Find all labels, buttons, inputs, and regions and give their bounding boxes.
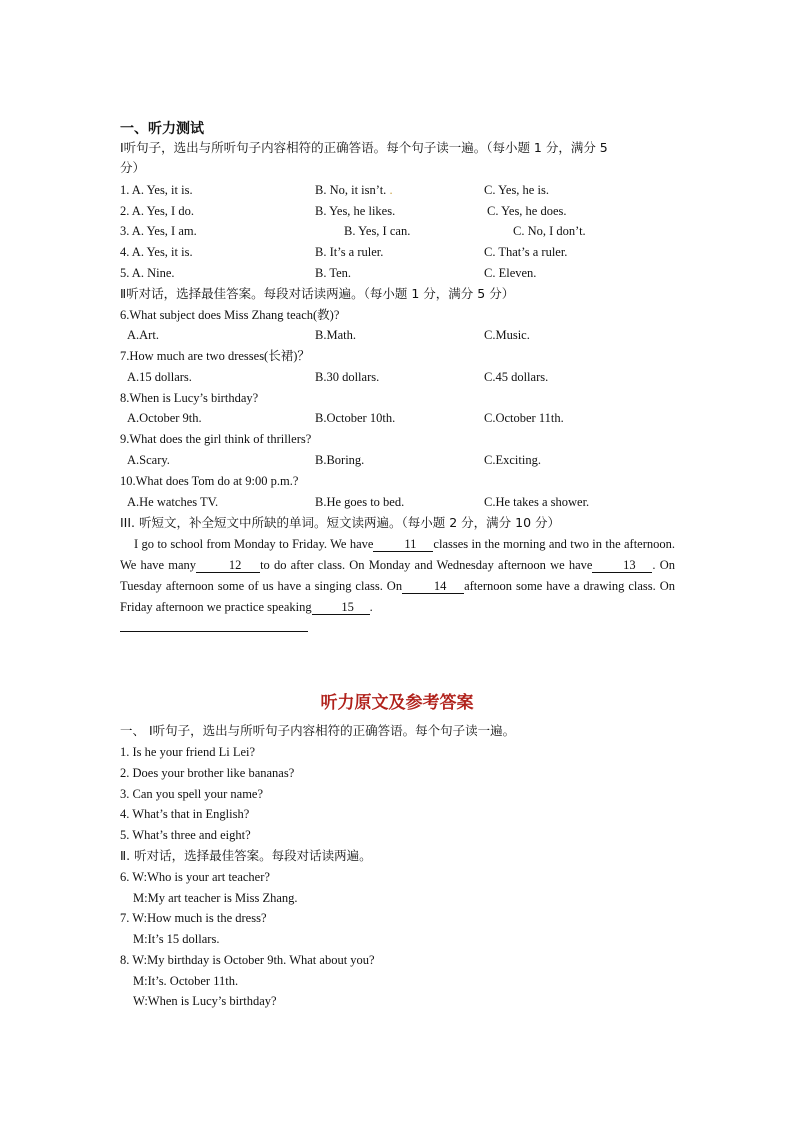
dialogue-7-line-2: M:It’s 15 dollars. <box>133 932 220 946</box>
part1-instruction-cont: 分） <box>120 160 146 175</box>
option-a: 5. A. Nine. <box>120 266 175 280</box>
transcript-sentence-5: 5. What’s three and eight? <box>120 828 251 842</box>
option-a: A.Art. <box>127 328 159 342</box>
option-a: 3. A. Yes, I am. <box>120 224 197 238</box>
question-stem: 8.When is Lucy’s birthday? <box>120 391 259 405</box>
option-c: C.Music. <box>484 328 530 342</box>
dialogue-6-line-1: 6. W:Who is your art teacher? <box>120 870 270 884</box>
option-a: 2. A. Yes, I do. <box>120 204 194 218</box>
option-b: B.October 10th. <box>315 411 396 425</box>
part1-instruction: Ⅰ听句子，选出与所听句子内容相符的正确答语。每个句子读一遍。（每小题 1 分，满分 5 <box>120 140 608 155</box>
separator-line <box>120 631 308 632</box>
option-c: C. Yes, he does. <box>487 204 567 218</box>
option-b: B. Yes, I can. <box>344 224 411 238</box>
option-c: C. No, I don’t. <box>513 224 586 238</box>
option-a: A.October 9th. <box>127 411 202 425</box>
option-b: B.He goes to bed. <box>315 495 405 509</box>
blank-14: 14 <box>402 579 464 594</box>
option-c: C.He takes a shower. <box>484 495 590 509</box>
blank-13: 13 <box>592 558 652 573</box>
option-a: A.15 dollars. <box>127 370 192 384</box>
transcript-sentence-1: 1. Is he your friend Li Lei? <box>120 745 256 759</box>
option-c: C.Exciting. <box>484 453 541 467</box>
option-c: C.45 dollars. <box>484 370 549 384</box>
blank-12: 12 <box>196 558 260 573</box>
blank-11: 11 <box>373 537 433 552</box>
option-a: A.Scary. <box>127 453 170 467</box>
transcript-sentence-3: 3. Can you spell your name? <box>120 787 264 801</box>
option-b: B. It’s a ruler. <box>315 245 384 259</box>
question-stem: 7.How much are two dresses(长裙)？ <box>120 349 310 363</box>
dialogue-7-line-1: 7. W:How much is the dress? <box>120 911 267 925</box>
transcript-part1-instruction: 一、 Ⅰ听句子，选出与所听句子内容相符的正确答语。每个句子读一遍。 <box>120 723 516 738</box>
option-c: C. Eleven. <box>484 266 537 280</box>
option-b: B. No, it isn’t. . <box>315 183 393 197</box>
transcript-sentence-2: 2. Does your brother like bananas? <box>120 766 295 780</box>
question-stem: 6.What subject does Miss Zhang teach(教)? <box>120 308 340 322</box>
option-a: 4. A. Yes, it is. <box>120 245 193 259</box>
option-b: B.Boring. <box>315 453 365 467</box>
question-stem: 9.What does the girl think of thrillers? <box>120 432 312 446</box>
blank-15: 15 <box>312 600 370 615</box>
question-stem: 10.What does Tom do at 9:00 p.m.? <box>120 474 299 488</box>
part3-instruction: III. 听短文，补全短文中所缺的单词。短文读两遍。（每小题 2 分，满分 10 分） <box>120 515 561 530</box>
dialogue-8-line-1: 8. W:My birthday is October 9th. What about you? <box>120 953 375 967</box>
section-heading: 一、听力测试 <box>120 121 204 137</box>
dialogue-6-line-2: M:My art teacher is Miss Zhang. <box>133 891 298 905</box>
transcript-sentence-4: 4. What’s that in English? <box>120 807 250 821</box>
option-b: B. Ten. <box>315 266 352 280</box>
option-b: B. Yes, he likes. <box>315 204 396 218</box>
option-b: B.30 dollars. <box>315 370 380 384</box>
option-c: C. Yes, he is. <box>484 183 549 197</box>
option-c: C. That’s a ruler. <box>484 245 568 259</box>
option-b: B.Math. <box>315 328 356 342</box>
option-a: 1. A. Yes, it is. <box>120 183 193 197</box>
option-a: A.He watches TV. <box>127 495 219 509</box>
dialogue-8-line-2: M:It’s. October 11th. <box>133 974 239 988</box>
transcript-part2-instruction: Ⅱ. 听对话，选择最佳答案。每段对话读两遍。 <box>120 848 372 863</box>
cloze-passage: I go to school from Monday to Friday. We have 11 classes in the morning and two in the afternoon. We have many 12 to do after class. On Monday and Wednesday afternoon we have 13 . On Tuesday afternoon some of us have a singing class. On 14 afternoon some have a drawing class. On Friday afternoon we practice speaking 15 . <box>120 537 676 614</box>
answer-key-title: 听力原文及参考答案 <box>320 693 474 713</box>
part2-instruction: Ⅱ听对话，选择最佳答案。每段对话读两遍。（每小题 1 分，满分 5 分） <box>120 286 515 301</box>
dialogue-8-line-3: W:When is Lucy’s birthday? <box>133 994 277 1008</box>
option-c: C.October 11th. <box>484 411 564 425</box>
